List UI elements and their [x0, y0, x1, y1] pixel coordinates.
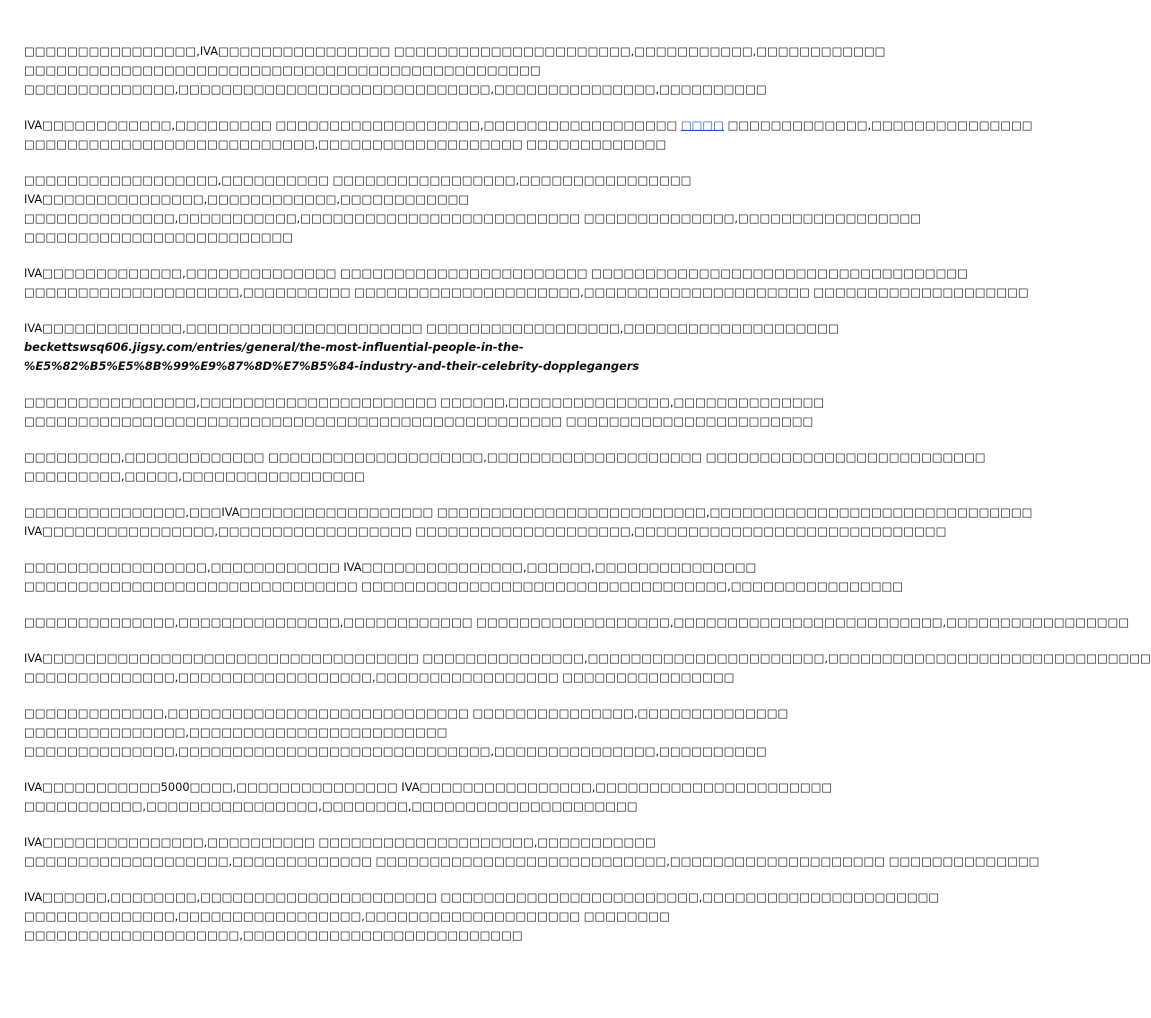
text-line — [24, 778, 833, 797]
text-line — [24, 393, 825, 412]
text-segment: □□□□□□□□□□□□□□□□□□□□,□□□□□□□□□□□□□□□□□□□□□□□□□□ — [24, 928, 523, 942]
text-line — [24, 116, 1033, 135]
text-line — [24, 926, 700, 945]
text-line — [24, 649, 1151, 668]
text-line — [24, 135, 700, 154]
text-segment: □□□□□□□□□□□□□□,□□□□□□□□□□□□□□□□□□□□□□□□□□□□□,□□□□□□□□□□□□□□□,□□□□□□□□□□ — [24, 82, 767, 96]
inline-link[interactable]: □□□□ — [680, 118, 724, 132]
paragraph — [24, 888, 940, 945]
paragraph — [24, 704, 789, 761]
text-segment: IVA□□□□□□□□□□□□□,□□□□□□□□□□□□□□□□□□□□□□ □□□□□□□□□□□□□□□□□□,□□□□□□□□□□□□□□□□□□□□ — [24, 321, 839, 335]
text-segment: IVA□□□□□□□□□□□□□□□□□□□□□□□□□□□□□□□□□□□ □□□□□□□□□□□□□□□,□□□□□□□□□□□□□□□□□□□□□□,□□□□□□□□□□□□□□□□□□□□□□□□□□□□□□ — [24, 651, 1151, 665]
text-line — [24, 907, 700, 926]
text-line — [24, 171, 700, 190]
text-segment: □□□□□□□□□□□□□□,□□□□□□□□□□□□□□□,□□□□□□□□□□□□ □□□□□□□□□□□□□□□□□□,□□□□□□□□□□□□□□□□□□□□□□□□□,□□□□□□□□□□□□□□□□□ — [24, 615, 1130, 629]
text-segment: □□□□□□□□□□□□□,□□□□□□□□□□□□□□□ — [723, 118, 1033, 132]
paragraph — [24, 393, 825, 431]
paragraph — [24, 319, 839, 376]
text-line — [24, 61, 700, 80]
text-segment: IVA□□□□□□□□□□□□□□□,□□□□□□□□□□□□,□□□□□□□□□□□□ — [24, 192, 470, 206]
text-line — [24, 503, 1033, 522]
text-line — [24, 668, 735, 687]
text-line — [24, 338, 700, 357]
paragraph — [24, 613, 1130, 632]
paragraph — [24, 778, 833, 816]
text-segment: □□□□□□□□□,□□□□□□□□□□□□□ □□□□□□□□□□□□□□□□□□□□,□□□□□□□□□□□□□□□□□□□□ □□□□□□□□□□□□□□□□□□□□□□□□□□ — [24, 450, 986, 464]
text-line — [24, 190, 700, 209]
text-line — [24, 283, 1029, 302]
text-segment: □□□□□□□□□□□□□□□□□□□□□□□□□□□□□□□ □□□□□□□□□□□□□□□□□□□□□□□□□□□□□□□□□□,□□□□□□□□□□□□□□□□ — [24, 579, 903, 593]
text-segment: □□□□□□□□□□□□□□,□□□□□□□□□□□,□□□□□□□□□□□□□□□□□□□□□□□□□□ □□□□□□□□□□□□□□,□□□□□□□□□□□□□□□□□ — [24, 211, 921, 225]
text-line — [24, 264, 968, 283]
text-segment: □□□□□□□□□□□□□□□,□□□□□□□□□□□□□□□□□□□□□□□□ — [24, 725, 448, 739]
text-segment: □□□□□□□□□□□,□□□□□□□□□□□□□□□□,□□□□□□□□,□□□□□□□□□□□□□□□□□□□□□ — [24, 799, 638, 813]
text-segment: IVA□□□□□□□□□□□□□□□□,□□□□□□□□□□□□□□□□□□ □□□□□□□□□□□□□□□□□□□□,□□□□□□□□□□□□□□□□□□□□□□□□□□□□□ — [24, 524, 947, 538]
text-segment: IVA□□□□□□,□□□□□□□□,□□□□□□□□□□□□□□□□□□□□□□ □□□□□□□□□□□□□□□□□□□□□□□□,□□□□□□□□□□□□□□□□□□□□□□ — [24, 890, 940, 904]
text-segment: □□□□□□□□□□□□□□□□□□□□□□□□□□□□□□□□□□□□□□□□□□□□□□□□□□ □□□□□□□□□□□□□□□□□□□□□□□ — [24, 414, 814, 428]
text-segment: □□□□□□□□□□□□□,□□□□□□□□□□□□□□□□□□□□□□□□□□□□ □□□□□□□□□□□□□□□,□□□□□□□□□□□□□□ — [24, 706, 789, 720]
text-line — [24, 723, 700, 742]
text-segment: □□□□□□□□□□□□□□□□,□□□□□□□□□□□□□□□□□□□□□□ □□□□□□,□□□□□□□□□□□□□□□,□□□□□□□□□□□□□□ — [24, 395, 825, 409]
url-text: %E5%82%B5%E5%8B%99%E9%87%8D%E7%B5%84-industry-and-their-celebrity-dopplegangers — [24, 359, 640, 373]
text-line — [24, 797, 700, 816]
text-line — [24, 833, 700, 852]
text-segment: □□□□□□□□□□□□□□□□□□□,□□□□□□□□□□□□□ □□□□□□□□□□□□□□□□□□□□□□□□□□□,□□□□□□□□□□□□□□□□□□□□ □□□□□□□□□□□□□□ — [24, 854, 1040, 868]
text-line — [24, 613, 1130, 632]
text-line — [24, 42, 886, 61]
paragraph — [24, 116, 1033, 154]
text-segment: □□□□□□□□□□□□□□,□□□□□□□□□□□□□□□□□,□□□□□□□□□□□□□□□□□□□□ □□□□□□□□ — [24, 909, 670, 923]
text-line — [24, 80, 767, 99]
text-segment: □□□□□□□□□□□□□□□□□□□□□□□□□ — [24, 230, 294, 244]
text-segment: □□□□□□□□□□□□□□,□□□□□□□□□□□□□□□□□□□□□□□□□□□□□,□□□□□□□□□□□□□□□,□□□□□□□□□□ — [24, 744, 767, 758]
text-segment: □□□□□□□□□□□□□□,□□□□□□□□□□□□□□□□□□,□□□□□□□□□□□□□□□□□ □□□□□□□□□□□□□□□□ — [24, 670, 735, 684]
text-segment: IVA□□□□□□□□□□□□□,□□□□□□□□□□□□□□ □□□□□□□□□□□□□□□□□□□□□□□ □□□□□□□□□□□□□□□□□□□□□□□□□□□□□□□□□□□ — [24, 266, 968, 280]
text-line — [24, 558, 757, 577]
text-segment: IVA□□□□□□□□□□□□□□□,□□□□□□□□□□ □□□□□□□□□□□□□□□□□□□□,□□□□□□□□□□□ — [24, 835, 656, 849]
paragraph — [24, 649, 1151, 687]
text-line — [24, 522, 947, 541]
text-line — [24, 577, 903, 596]
paragraph — [24, 171, 921, 247]
text-segment: □□□□□□□□□□□□□□□,□□□IVA□□□□□□□□□□□□□□□□□□ □□□□□□□□□□□□□□□□□□□□□□□□□,□□□□□□□□□□□□□□□□□□□□□□□□□□□□□□ — [24, 505, 1033, 519]
text-line — [24, 448, 986, 467]
paragraph — [24, 264, 1029, 302]
text-line — [24, 412, 814, 431]
text-segment: □□□□□□□□□□□□□□□□□□□□,□□□□□□□□□□ □□□□□□□□□□□□□□□□□□□□□,□□□□□□□□□□□□□□□□□□□□□ □□□□□□□□□□□□□□□□□□□□ — [24, 285, 1029, 299]
paragraph — [24, 448, 986, 486]
text-line — [24, 742, 767, 761]
paragraph — [24, 503, 1033, 541]
text-line — [24, 228, 700, 247]
text-line — [24, 704, 789, 723]
text-line — [24, 357, 700, 376]
text-segment: □□□□□□□□□□□□□□□□□□□□□□□□□□□□□□□□□□□□□□□□□□□□□□□□ — [24, 63, 541, 77]
text-line — [24, 319, 839, 338]
paragraph — [24, 558, 903, 596]
text-line — [24, 852, 1040, 871]
url-text: beckettswsq606.jigsy.com/entries/general/the-most-influential-people-in-the- — [24, 340, 524, 354]
text-segment: □□□□□□□□□,□□□□□,□□□□□□□□□□□□□□□□□ — [24, 469, 365, 483]
document-body — [24, 42, 1151, 962]
text-segment: □□□□□□□□□□□□□□□□□□,□□□□□□□□□□ □□□□□□□□□□□□□□□□□,□□□□□□□□□□□□□□□□ — [24, 173, 692, 187]
text-line — [24, 467, 700, 486]
text-line — [24, 209, 921, 228]
text-line — [24, 888, 940, 907]
text-segment: IVA□□□□□□□□□□□□,□□□□□□□□□ □□□□□□□□□□□□□□□□□□□,□□□□□□□□□□□□□□□□□□ — [24, 118, 681, 132]
text-segment: IVA□□□□□□□□□□□5000□□□□,□□□□□□□□□□□□□□□ IVA□□□□□□□□□□□□□□□□,□□□□□□□□□□□□□□□□□□□□□□ — [24, 780, 833, 794]
text-segment: □□□□□□□□□□□□□□□□,IVA□□□□□□□□□□□□□□□□ □□□□□□□□□□□□□□□□□□□□□□,□□□□□□□□□□□,□□□□□□□□□□□□ — [24, 44, 886, 58]
paragraph — [24, 833, 1040, 871]
text-segment: □□□□□□□□□□□□□□□□□,□□□□□□□□□□□□ IVA□□□□□□□□□□□□□□□,□□□□□□,□□□□□□□□□□□□□□□ — [24, 560, 757, 574]
paragraph — [24, 42, 886, 99]
text-segment: □□□□□□□□□□□□□□□□□□□□□□□□□□□,□□□□□□□□□□□□□□□□□□□ □□□□□□□□□□□□□ — [24, 137, 667, 151]
